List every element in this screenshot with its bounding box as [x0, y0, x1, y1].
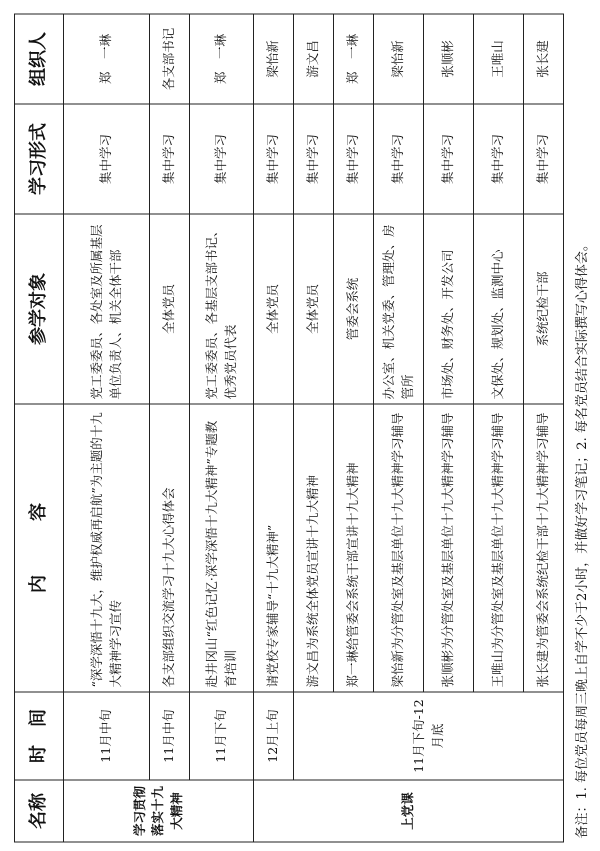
- content-cell: 梁怡新为分管处室及基层单位十九大精神学习辅导: [374, 404, 424, 692]
- audience-cell: 全体党员: [150, 214, 190, 404]
- table-row: [150, 14, 190, 842]
- organizer-cell: 游文昌: [294, 14, 334, 104]
- organizer-cell: 王唯山: [474, 14, 524, 104]
- format-cell: 集中学习: [190, 104, 254, 214]
- header-audience: 参学对象: [15, 214, 64, 404]
- audience-cell: 党工委委员、各处室及所属基层单位负责人、机关全体干部: [64, 214, 150, 404]
- content-cell: “深学深悟十九大，维护权威再启航”为主题的十九大精神学习宣传: [64, 404, 150, 692]
- time-cell: 11月中旬: [64, 692, 150, 780]
- organizer-cell: 郑 一琳: [64, 14, 150, 104]
- content-cell: 张顺彬为分管处室及基层单位十九大精神学习辅导: [424, 404, 474, 692]
- audience-cell: 全体党员: [294, 214, 334, 404]
- header-name: 名称: [15, 780, 64, 842]
- organizer-cell: 张长建: [524, 14, 564, 104]
- header-format: 学习形式: [15, 104, 64, 214]
- organizer-cell: 梁怡新: [374, 14, 424, 104]
- organizer-cell: 张顺彬: [424, 14, 474, 104]
- organizer-cell: 各支部书记: [150, 14, 190, 104]
- content-cell: 赴井冈山“红色记忆·深学深悟十九大精神”专题教育培训: [190, 404, 254, 692]
- format-cell: 集中学习: [254, 104, 294, 214]
- time-cell: 11月下旬: [190, 692, 254, 780]
- header-content: 内 容: [15, 404, 64, 692]
- format-cell: 集中学习: [294, 104, 334, 214]
- format-cell: 集中学习: [374, 104, 424, 214]
- organizer-cell: 梁怡新: [254, 14, 294, 104]
- content-cell: 王唯山为分管处室及基层单位十九大精神学习辅导: [474, 404, 524, 692]
- footnote: 备注：1. 每位党员每周三晚上自学不少于2小时，并做好学习笔记；2. 每名党员结合实际撰写心得体会。: [575, 238, 590, 839]
- audience-cell: 文保处、规划处、监测中心: [474, 214, 524, 404]
- header-row: [15, 14, 64, 842]
- time-cell: 12月上旬: [254, 692, 294, 780]
- content-cell: 各支部组织交流学习十九大心得体会: [150, 404, 190, 692]
- table-row: [294, 14, 334, 842]
- time-cell: 11月中旬: [150, 692, 190, 780]
- organizer-cell: 郑 一琳: [334, 14, 374, 104]
- format-cell: 集中学习: [474, 104, 524, 214]
- header-organizer: 组织人: [15, 14, 64, 104]
- format-cell: 集中学习: [150, 104, 190, 214]
- format-cell: 集中学习: [334, 104, 374, 214]
- content-cell: 张长建为管委会系统纪检干部十九大精神学习辅导: [524, 404, 564, 692]
- study-schedule-table: [14, 14, 564, 843]
- content-cell: 郑一琳给管委会系统干部宣讲十九大精神: [334, 404, 374, 692]
- category-cell: 学习贯彻落实十九大精神: [64, 780, 254, 842]
- content-cell: 游文昌为系统全体党员宣讲十九大精神: [294, 404, 334, 692]
- organizer-cell: 郑 一琳: [190, 14, 254, 104]
- category-cell: 上党课: [254, 780, 564, 842]
- audience-cell: 全体党员: [254, 214, 294, 404]
- content-cell: 请党校专家辅导“十九大精神”: [254, 404, 294, 692]
- audience-cell: 系统纪检干部: [524, 214, 564, 404]
- header-time: 时 间: [15, 692, 64, 780]
- audience-cell: 党工委委员、各基层支部书记、优秀党员代表: [190, 214, 254, 404]
- table-row: [190, 14, 254, 842]
- time-cell: 11月下旬-12月底: [294, 692, 564, 780]
- format-cell: 集中学习: [424, 104, 474, 214]
- table-row: [254, 14, 294, 842]
- table-row: [64, 14, 150, 842]
- audience-cell: 市场处、财务处、开发公司: [424, 214, 474, 404]
- format-cell: 集中学习: [524, 104, 564, 214]
- audience-cell: 管委会系统: [334, 214, 374, 404]
- format-cell: 集中学习: [64, 104, 150, 214]
- audience-cell: 办公室、机关党委、管理处、房管所: [374, 214, 424, 404]
